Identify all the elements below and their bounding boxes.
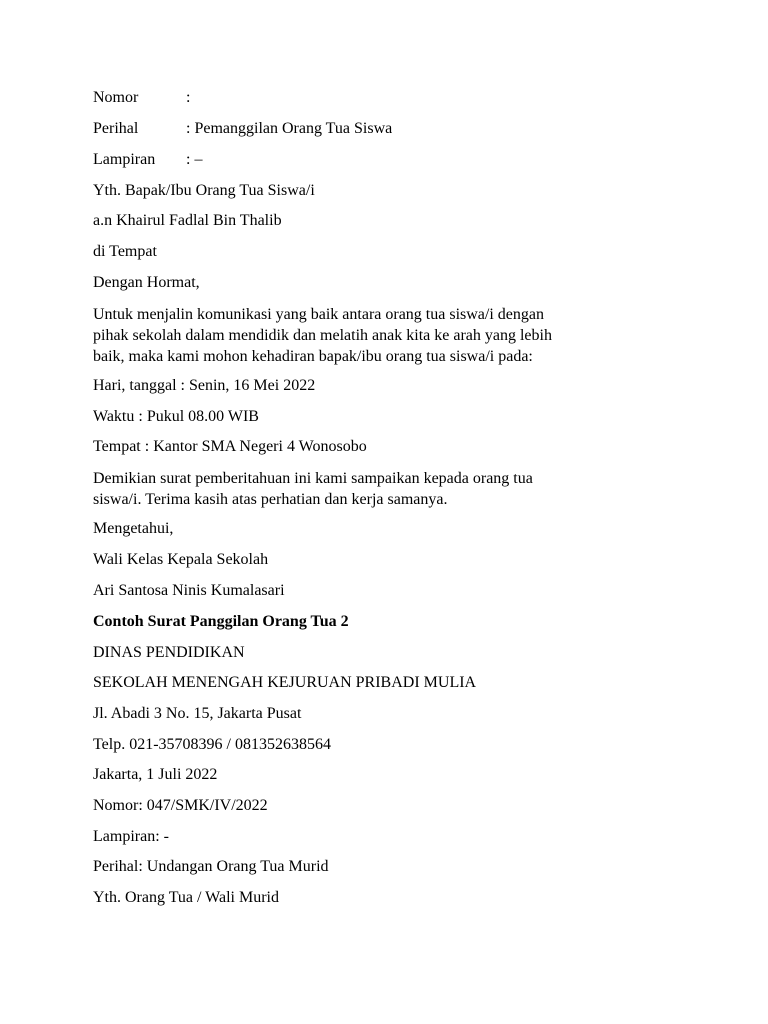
date-line: Jakarta, 1 Juli 2022 [93,766,218,783]
nomor-line: Nomor: 047/SMK/IV/2022 [93,797,268,814]
nomor-label: Nomor [93,89,139,106]
body-paragraph [93,304,653,367]
example-heading: Contoh Surat Panggilan Orang Tua 2 [93,613,349,630]
body-line: pihak sekolah dalam mendidik dan melatih anak kita ke arah yang lebih [93,327,552,344]
place-line: di Tempat [93,243,157,260]
phone-line: Telp. 021-35708396 / 081352638564 [93,736,331,753]
location-line: Tempat : Kantor SMA Negeri 4 Wonosobo [93,438,367,455]
recipient-line-2: Yth. Orang Tua / Wali Murid [93,889,279,906]
body-line: baik, maka kami mohon kehadiran bapak/ibu orang tua siswa/i pada: [93,348,533,365]
perihal-line: Perihal: Undangan Orang Tua Murid [93,858,329,875]
nomor-value: : [186,89,191,106]
lampiran-value: : – [186,151,203,168]
signatory-names-line: Ari Santosa Ninis Kumalasari [93,582,285,599]
nomor-row [93,88,190,108]
recipient-line: Yth. Bapak/Ibu Orang Tua Siswa/i [93,182,315,199]
day-date-line: Hari, tanggal : Senin, 16 Mei 2022 [93,377,316,394]
closing-line: Demikian surat pemberitahuan ini kami sampaikan kepada orang tua [93,470,533,487]
agency-line: DINAS PENDIDIKAN [93,644,245,661]
address-line: Jl. Abadi 3 No. 15, Jakarta Pusat [93,705,302,722]
recipient-name-line: a.n Khairul Fadlal Bin Thalib [93,212,282,229]
lampiran-row [93,150,202,170]
lampiran-line: Lampiran: - [93,828,169,845]
greeting-line: Dengan Hormat, [93,274,200,291]
time-line: Waktu : Pukul 08.00 WIB [93,408,259,425]
perihal-label: Perihal [93,120,139,137]
closing-paragraph [93,468,653,510]
closing-line: siswa/i. Terima kasih atas perhatian dan kerja samanya. [93,491,448,508]
acknowledged-line: Mengetahui, [93,520,174,537]
signatory-titles-line: Wali Kelas Kepala Sekolah [93,551,269,568]
perihal-value: : Pemanggilan Orang Tua Siswa [186,120,393,137]
lampiran-label: Lampiran [93,151,156,168]
school-line: SEKOLAH MENENGAH KEJURUAN PRIBADI MULIA [93,674,477,691]
perihal-row [93,119,392,139]
body-line: Untuk menjalin komunikasi yang baik antara orang tua siswa/i dengan [93,306,544,323]
